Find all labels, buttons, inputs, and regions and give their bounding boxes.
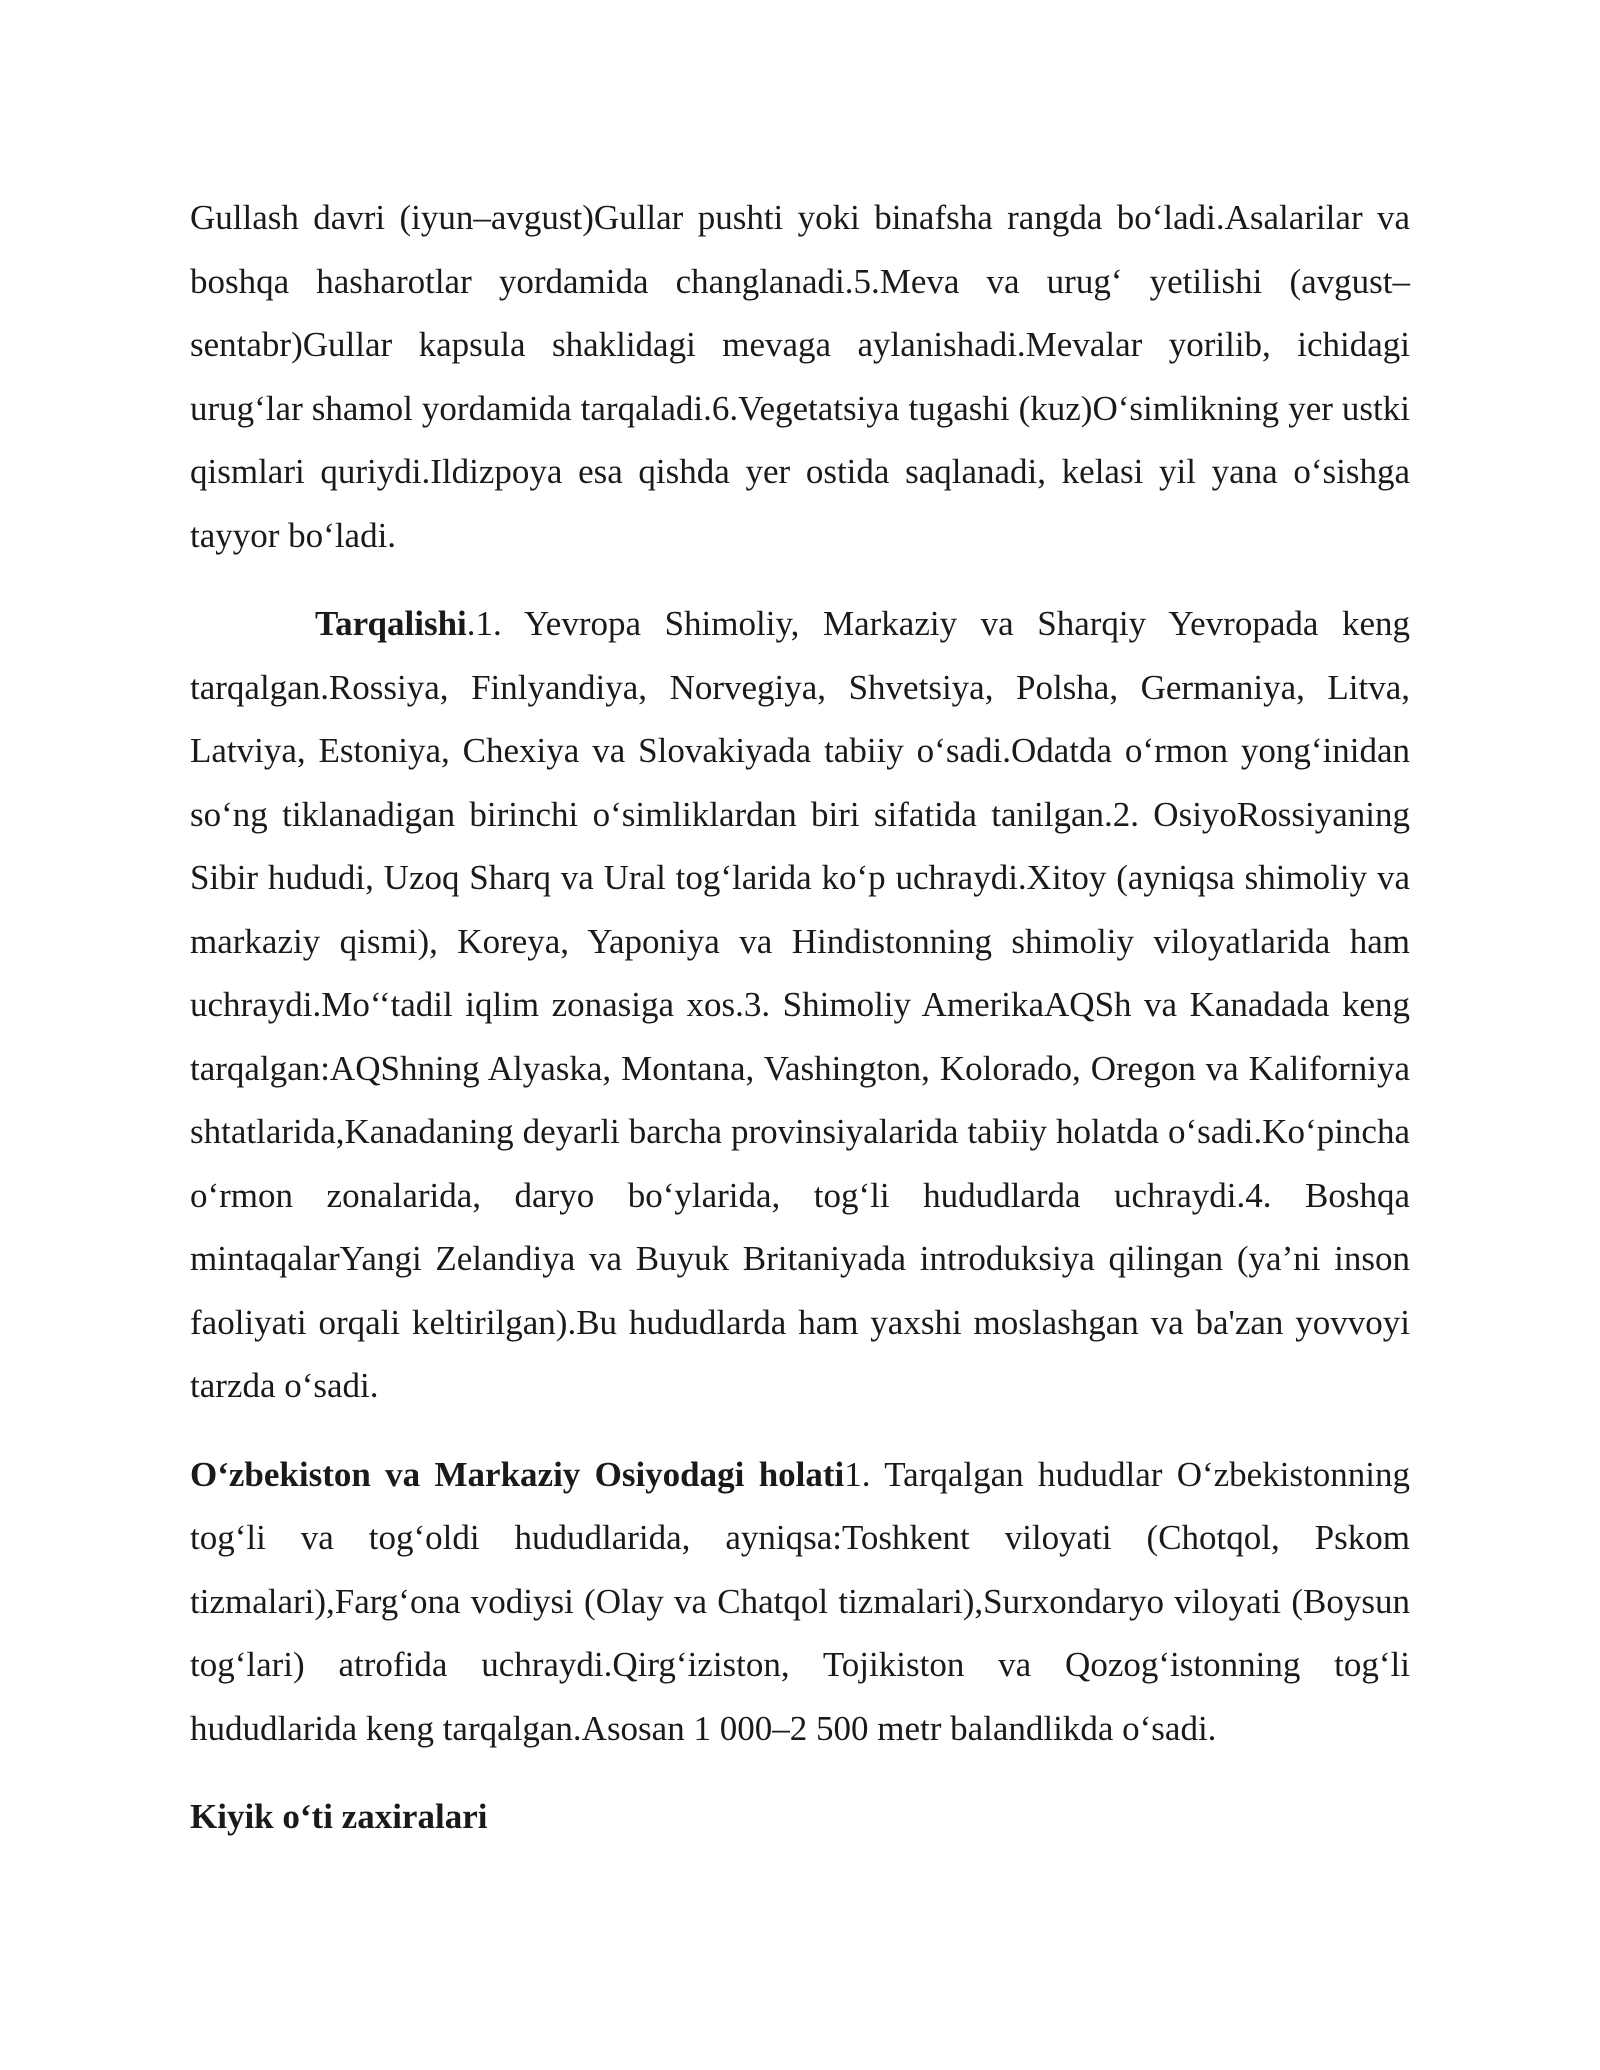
paragraph-uzbekistan-text: 1. Tarqalgan hududlar O‘zbekistonning tog‘li va tog‘oldi hududlarida, ayniqsa:Toshkent viloyati (Chotqol, Pskom tizmalari),Farg‘ona vodiysi (Olay va Chatqol tizmalari),Surxondaryo viloyati (Boysun tog‘lari) atrofida uchraydi.Qirg‘iziston, Tojikiston va Qozog‘istonning tog‘li hududlarida keng tarqalgan.Asosan 1 000–2 500 metr balandlikda o‘sadi. [190,1454,1411,1748]
document-body [190,186,1410,1849]
uzbekistan-heading: O‘zbekiston va Markaziy Osiyodagi holati [190,1454,845,1494]
paragraph-flowering [190,186,1410,567]
distribution-heading: Tarqalishi [315,604,467,643]
paragraph-distribution-text: .1. Yevropa Shimoliy, Markaziy va Sharqiy Yevropada keng tarqalgan.Rossiya, Finlyandiya, Norvegiya, Shvetsiya, Polsha, Germaniya, Litva, Latviya, Estoniya, Chexiya va Slovakiyada tabiiy o‘sadi.Odatda o‘rmon yong‘inidan so‘ng tiklanadigan birinchi o‘simliklardan biri sifatida tanilgan.2. OsiyoRossiyaning Sibir hududi, Uzoq Sharq va Ural tog‘larida ko‘p uchraydi.Xitoy (ayniqsa shimoliy va markaziy qismi), Koreya, Yaponiya va Hindistonning shimoliy viloyatlarida ham uchraydi.Mo‘‘tadil iqlim zonasiga xos.3. Shimoliy AmerikaAQSh va Kanadada keng tarqalgan:AQShning Alyaska, Montana, Vashington, Kolorado, Oregon va Kaliforniya shtatlarida,Kanadaning deyarli barcha provinsiyalarida tabiiy holatda o‘sadi.Ko‘pincha o‘rmon zonalarida, daryo bo‘ylarida, tog‘li hududlarda uchraydi.4. Boshqa mintaqalarYangi Zelandiya va Buyuk Britaniyada introduksiya qilingan (ya’ni inson faoliyati orqali keltirilgan).Bu hududlarda ham yaxshi moslashgan va ba'zan yovvoyi tarzda o‘sadi. [190,604,1410,1405]
paragraph-flowering-text: Gullash davri (iyun–avgust)Gullar pushti yoki binafsha rangda bo‘ladi.Asalarilar va boshqa hasharotlar yordamida changlanadi.5.Meva va urug‘ yetilishi (avgust–sentabr)Gullar kapsula shaklidagi mevaga aylanishadi.Mevalar yorilib, ichidagi urug‘lar shamol yordamida tarqaladi.6.Vegetatsiya tugashi (kuz)O‘simlikning yer ustki qismlari quriydi.Ildizpoya esa qishda yer ostida saqlanadi, kelasi yil yana o‘sishga tayyor bo‘ladi. [190,198,1410,555]
paragraph-uzbekistan [190,1443,1410,1761]
section-heading-reserves: Kiyik o‘ti zaxiralari [190,1797,488,1836]
paragraph-distribution [190,592,1410,1418]
